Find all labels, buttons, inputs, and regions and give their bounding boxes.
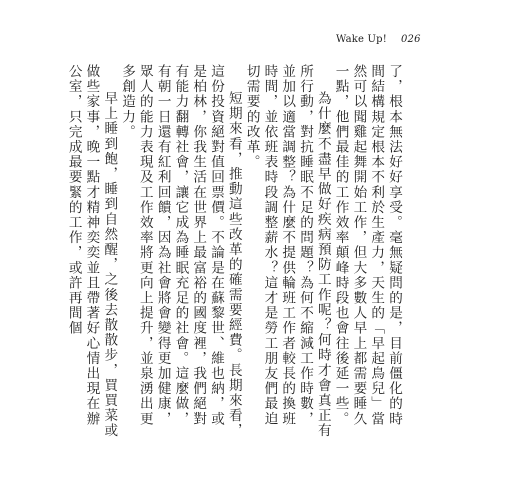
running-title: Wake Up! xyxy=(336,34,387,45)
page-number: 026 xyxy=(400,34,421,45)
page-body xyxy=(65,64,402,440)
paragraph-1: 了，根本無法好好享受。毫無疑問的是，目前僵化的時間結構規定根本不利於生產力，天生的「早起鳥兒」當然可以聞雞起舞開始工作，但大多數人早上都需要睡久一點，他們最佳的工作效率顛峰時段也會往後延一些。 xyxy=(332,64,402,427)
paragraph-3: 短期來看，推動這些改革的確需要經費。長期來看，這份投資絕對值回票價。不論是在蘇黎世、維也納，或是柏林，你我生活在世界上最富裕的國度裡，我們絕對有能力翻轉社會，讓它成為睡眠充足的社會。這麼做，有朝一日還有紅利回饋，因為社會將會變得更加健康，眾人的能力表現及工作效率將更向上提升，並泉湧出更多創造力。 xyxy=(119,64,242,439)
paragraph-2: 為什麼不盡早做好疾病預防工作呢？何時才會真正有所行動，對抗睡眠不足的問題？為何不縮減工作時數，並加以適當調整？為什麼不提供輪班工作者較長的換班時間，並依班表時段調整薪水？這才是勞工朋友們最迫切需要的改革。 xyxy=(243,64,331,439)
paragraph-4: 早上睡到飽，睡到自然醒，之後去散散步，買買菜或做些家事，晚一點才精神奕奕並且帶著好心情出現在辦公室，只完成最要緊的工作，或許再間個 xyxy=(65,64,118,439)
running-header xyxy=(336,34,421,45)
